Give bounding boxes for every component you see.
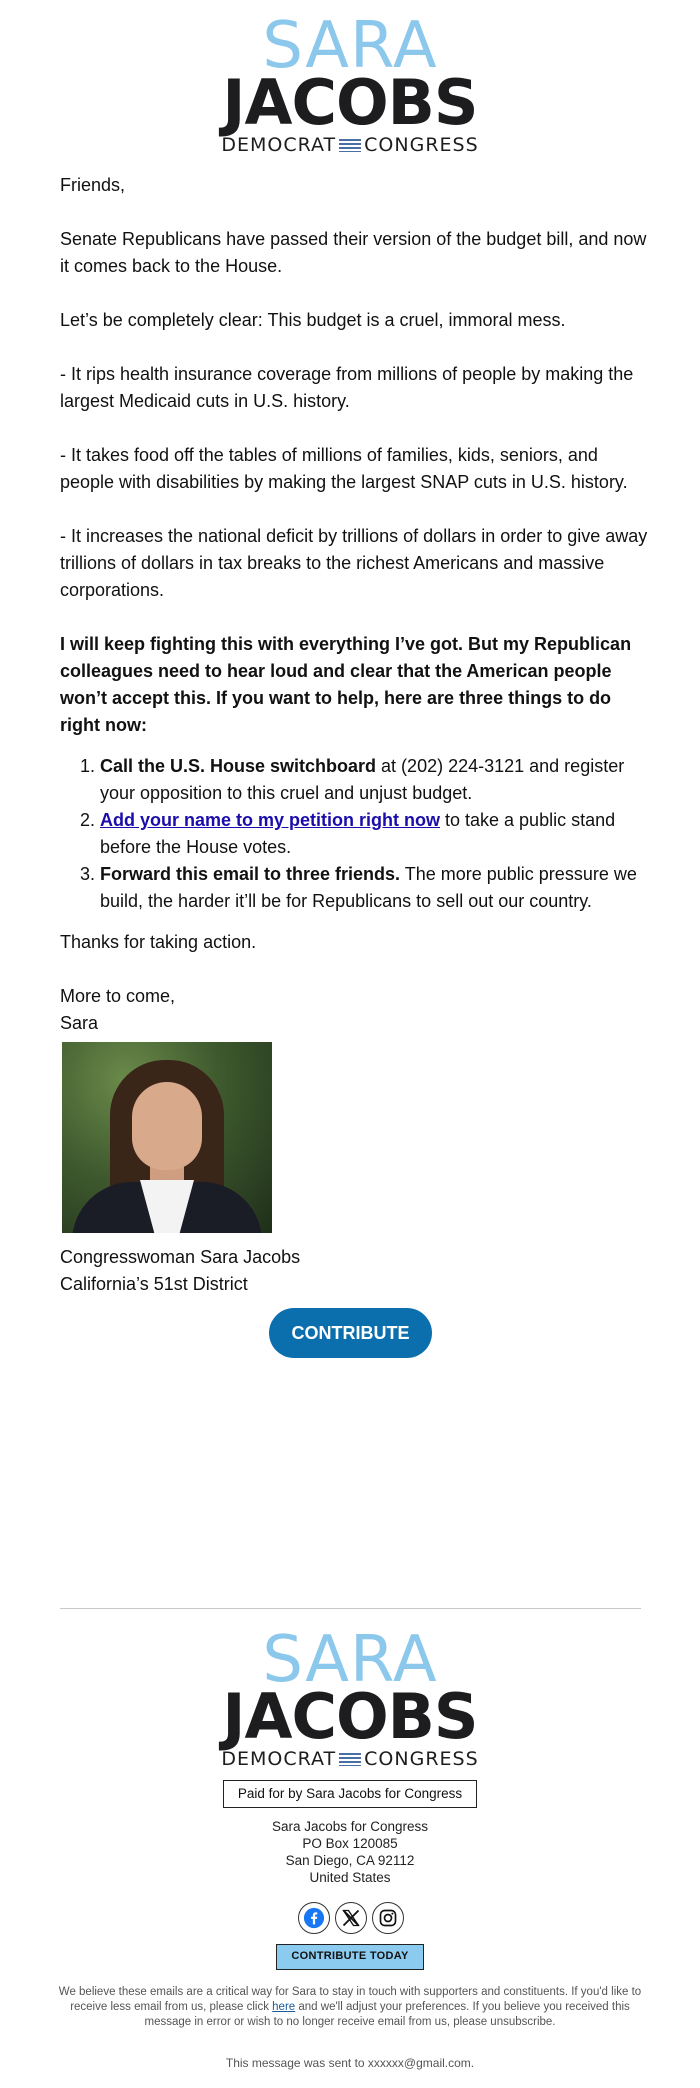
sent-to-line: This message was sent to xxxxxx@gmail.com.	[225, 2056, 475, 2070]
action-item: 2. Add your name to my petition right now to take a public stand before the House votes.	[100, 807, 650, 861]
paragraph: - It takes food off the tables of millions of families, kids, seniors, and people with disabilities by making the largest SNAP cuts in U.S. history.	[60, 445, 628, 492]
footer-logo	[0, 1623, 700, 1770]
address-line: San Diego, CA 92112	[285, 1853, 415, 1868]
action-item: 3. Forward this email to three friends. The more public pressure we build, the harder it’ll be for Republicans to sell out our country.	[100, 861, 650, 915]
logo-first-name: SARA	[262, 9, 438, 83]
instagram-icon[interactable]	[372, 1902, 404, 1934]
action-list	[100, 753, 650, 915]
flag-icon	[339, 1753, 361, 1766]
paragraph: - It rips health insurance coverage from millions of people by making the largest Medicaid cuts in U.S. history.	[60, 364, 634, 411]
address-line: United States	[309, 1870, 391, 1885]
paragraph: Let’s be completely clear: This budget is a cruel, immoral mess.	[60, 310, 566, 330]
social-links	[298, 1902, 404, 1934]
address-line: PO Box 120085	[302, 1836, 398, 1851]
action-item: 1. Call the U.S. House switchboard at (202) 224-3121 and register your opposition to this cruel and unjust budget.	[100, 753, 650, 807]
logo-last-name: JACOBS	[222, 66, 478, 139]
sara-jacobs-photo	[62, 1042, 272, 1233]
logo-right-word: CONGRESS	[364, 1748, 479, 1770]
petition-link[interactable]: Add your name to my petition right now	[100, 810, 440, 830]
signature-district: California’s 51st District	[60, 1274, 248, 1294]
footer-divider	[60, 1608, 641, 1609]
paid-for-disclaimer: Paid for by Sara Jacobs for Congress	[223, 1780, 477, 1808]
contribute-today-button[interactable]: CONTRIBUTE TODAY	[276, 1944, 424, 1970]
logo-subtitle	[0, 1750, 700, 1769]
facebook-icon[interactable]	[298, 1902, 330, 1934]
greeting: Friends,	[60, 175, 126, 195]
paragraph: - It increases the national deficit by trillions of dollars in order to give away trillions of dollars in tax breaks to the richest Americans and massive corporations.	[60, 526, 648, 600]
preferences-link[interactable]: here	[272, 2001, 296, 2013]
signature-title: Congresswoman Sara Jacobs	[60, 1247, 301, 1267]
bold-callout: I will keep fighting this with everything I’ve got. But my Republican colleagues need to hear loud and clear that the American people won’t accept this. If you want to help, here are three things to do right now:	[60, 634, 632, 735]
logo-subtitle	[0, 136, 700, 155]
logo-first-name: SARA	[262, 1623, 438, 1697]
email-body	[60, 172, 650, 1037]
logo-left-word: DEMOCRAT	[221, 1748, 337, 1770]
email-preferences-notice: We believe these emails are a critical way for Sara to stay in touch with supporters and constituents. If you'd like to receive less email from us, please click here and we'll adjust your preferences. If you believe you received this message in error or wish to no longer receive email from us, please unsubscribe.	[58, 1986, 642, 2028]
x-icon[interactable]	[335, 1902, 367, 1934]
thanks-line: Thanks for taking action.	[60, 932, 257, 952]
contribute-button[interactable]: CONTRIBUTE	[269, 1308, 432, 1358]
header-logo	[0, 9, 700, 156]
address-line: Sara Jacobs for Congress	[271, 1819, 429, 1834]
closing-line: More to come,	[60, 986, 176, 1006]
logo-left-word: DEMOCRAT	[221, 134, 337, 156]
signoff-name: Sara	[60, 1013, 99, 1033]
signature-block	[60, 1244, 300, 1298]
paragraph: Senate Republicans have passed their version of the budget bill, and now it comes back to the House.	[60, 229, 647, 276]
mailing-address	[0, 1818, 700, 1886]
logo-last-name: JACOBS	[222, 1680, 478, 1753]
flag-icon	[339, 139, 361, 152]
logo-right-word: CONGRESS	[364, 134, 479, 156]
